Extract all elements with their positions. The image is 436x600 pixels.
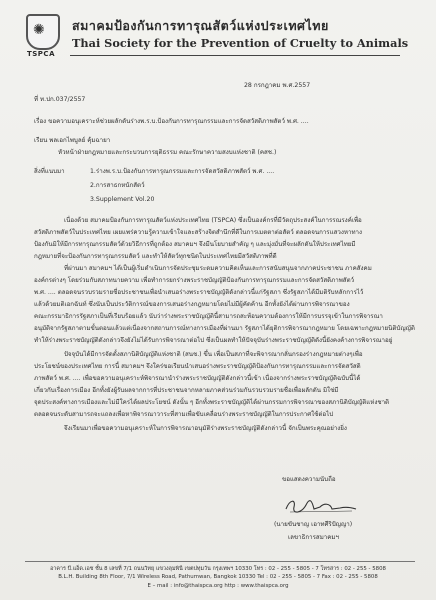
paw-icon: ✺	[33, 22, 45, 38]
body-line: เกี่ยวกับเรื่องการเมือง อีกทั้งยังผู้รับผลจากการที่ประชาชนจากหลายภาคส่วนร่วมกันรวบรวมรายชื่อเพื่อผลักดัน มิใช่มี	[34, 387, 339, 394]
body-line: ป้องกันมิให้มีการทารุณกรรมสัตว์ด้วยวิธีการที่ถูกต้อง สมาคมฯ จึงมีนโยบายสำคัญ ๆ และมุ่งมั่นที่จะผลักดันให้ประเทศไทยมี	[34, 241, 356, 248]
body-line: ภาพสัตว์ พ.ศ. .... เพื่อขอความอนุเคราะห์พิจารณานำร่างพระราชบัญญัติดังกล่าวนี้เข้า เนื่องจากร่างพระราชบัญญัติฉบับนี้ได้	[34, 375, 361, 382]
enclosure-item: 1.ร่างพ.ร.บ.ป้องกันการทารุณกรรมและการจัดสวัสดิภาพสัตว์ พ.ศ. ....	[90, 168, 275, 175]
footer-address-thai: อาคาร บี.แอ็ด.เอช ชั้น 8 เลขที่ 7/1 ถนนวิทยุ แขวงลุมพินี เขตปทุมวัน กรุงเทพฯ 10330 โทร : 02 - 255 - 5805 - 7 โทรสาร : 02 - 255 - 5808	[50, 566, 386, 572]
signatory-title: เลขาธิการสมาคมฯ	[288, 534, 339, 541]
body-line: สวัสดิภาพสัตว์ในประเทศไทย เผยแพร่ความรู้ความเข้าใจและสร้างจิตสำนึกที่ดีในการเมตตาต่อสัตว์ ตลอดจนการแสวงหาทาง	[34, 229, 363, 236]
body-line: ประโยชน์ของประเทศไทย การนี้ สมาคมฯ จึงใคร่ขอเรียนนำเสนอร่างพระราชบัญญัติป้องกันการทารุณกรรมและการจัดสวัสดิ	[34, 363, 361, 370]
enclosure-label: สิ่งที่แนบมา	[34, 168, 65, 175]
body-line: จึงเรียนมาเพื่อขอความอนุเคราะห์ในการพิจารณาอนุมัติร่างพระราชบัญญัติดังกล่าวนี้ จักเป็นพระคุณอย่างยิ่ง	[64, 425, 347, 432]
recipient-name: เรียน พลเอกไพบูลย์ คุ้มฉายา	[34, 137, 111, 144]
body-line: ทำให้ร่างพระราชบัญญัติดังกล่าวจึงยังไม่ได้รับการพิจารณาต่อไป ซึ่งเป็นผลทำให้ปัจจุบันร่างพระราชบัญญัติดังนี้ยังคงค้างการพิจารณาอยู่	[34, 337, 393, 344]
body-line: เนื่องด้วย สมาคมป้องกันการทารุณสัตว์แห่งประเทศไทย (TSPCA) ซึ่งเป็นองค์กรที่มีวัตถุประสงค์ในการรณรงค์เพื่อ	[64, 217, 362, 224]
body-line: คณะกรรมาธิการรัฐสภาเป็นที่เรียบร้อยแล้ว นับว่าร่างพระราชบัญญัตินี้สามารถสะท้อนความต้องการให้มีการบรรจุเข้าในการพิจารณา	[34, 313, 383, 320]
header-divider	[70, 55, 400, 56]
body-line: กฎหมายที่จะป้องกันการทารุณกรรมสัตว์ และทำให้สัตว์ทุกชนิดในประเทศไทยมีสวัสดิภาพที่ดี	[34, 253, 277, 260]
body-line: จุดประสงค์ทางการเมืองและไม่มีใครได้ผลประโยชน์ ดังนั้น ๆ อีกทั้งพระราชบัญญัติได้ผ่านกรรมการพิจารณาของสภานิติบัญญัติแห่งชาติ	[34, 399, 390, 406]
signatory-name: (นายขันชาญ เอาทศีริปัญญา)	[274, 521, 353, 528]
signature-mark	[280, 495, 360, 517]
footer-address-english: B.L.H. Building 8th Floor, 7/1 Wireless Road, Pathumwan, Bangkok 10330 Tel : 02 - 255 - 5805 - 7 Fax : 02 - 255 - 5808	[58, 574, 378, 580]
document-number: ที่ ท.ปก.037/2557	[34, 96, 86, 103]
footer-divider	[25, 561, 415, 562]
enclosure-item: 2.การสาธกหนักสัตว์	[90, 182, 145, 189]
body-line: ตลอดจนระดับสามารถจะแถลงเพื่อหาพิจารณาวาระที่สามเพื่อขับเคลื่อนร่างพระราชบัญญัติในการประกาศใช้ต่อไป	[34, 411, 334, 418]
body-line: ที่ผ่านมา สมาคมฯ ได้เป็นผู้เริ่มดำเนินการจัดประชุมระดมความคิดเห็นและการสนับสนุนจากภาคประชาชน ภาคสังคม	[64, 265, 372, 272]
footer-contact: E – mail : info@thaispca.org http : www.thaispca.org	[147, 583, 289, 589]
body-line: ปัจจุบันได้มีการจัดตั้งสภานิติบัญญัติแห่งชาติ (สนช.) ขึ้น เพื่อเป็นสภาที่จะพิจารณากลั่นกรองร่างกฎหมายต่างๆเพื่อ	[64, 351, 363, 358]
subject-line: เรื่อง ขอความอนุเคราะห์ช่วยผลักดันร่างพ.ร.บ.ป้องกันการทารุณกรรมและการจัดสวัสดิภาพสัตว์ พ.ศ. ....	[34, 118, 309, 125]
logo-abbr: TSPCA	[26, 50, 55, 58]
body-line: อนุมัติจากรัฐสภาตามขั้นตอนแล้วแต่เนื่องจากสถานการณ์ทางการเมืองที่ผ่านมา รัฐสภาได้ยุติการพิจารณากฎหมาย โดยเฉพาะกฎหมายนิติบัญญัติ	[34, 325, 415, 332]
org-name-thai: สมาคมป้องกันการทารุณสัตว์แห่งประเทศไทย	[72, 18, 329, 33]
enclosure-item: 3.Supplement Vol.20	[90, 196, 155, 203]
body-line: พ.ศ. .... ตลอดจนรวบรวมรายชื่อประชาชนเพื่อนำเสนอร่างพระราชบัญญัติดังกล่าวนี้แก่รัฐสภา ซึ่งรัฐสภาได้มีมติรับหลักการไว้	[34, 289, 364, 296]
org-name-english: Thai Society for the Prevention of Cruelty to Animals	[72, 36, 409, 50]
body-line: แล้วด้วยมติเอกฉันท์ ซึ่งนับเป็นประวัติการณ์ของการเสนอร่างกฎหมายโดยไม่มีผู้คัดค้าน อีกทั้งยังได้ผ่านการพิจารณาของ	[34, 301, 350, 308]
recipient-position: หัวหน้าฝ่ายกฎหมายและกระบวนการยุติธรรม คณะรักษาความสงบแห่งชาติ (คสช.)	[58, 149, 277, 156]
body-line: องค์กรต่างๆ โดยร่วมกับสภาทนายความ เพื่อทำการยกร่างพระราชบัญญัติป้องกันการทารุณกรรมและการจัดสวัสดิภาพสัตว์	[34, 277, 355, 284]
tspca-logo	[20, 14, 62, 64]
letter-date: 28 กรกฎาคม พ.ศ.2557	[244, 82, 311, 89]
closing-phrase: ขอแสดงความนับถือ	[282, 476, 336, 483]
